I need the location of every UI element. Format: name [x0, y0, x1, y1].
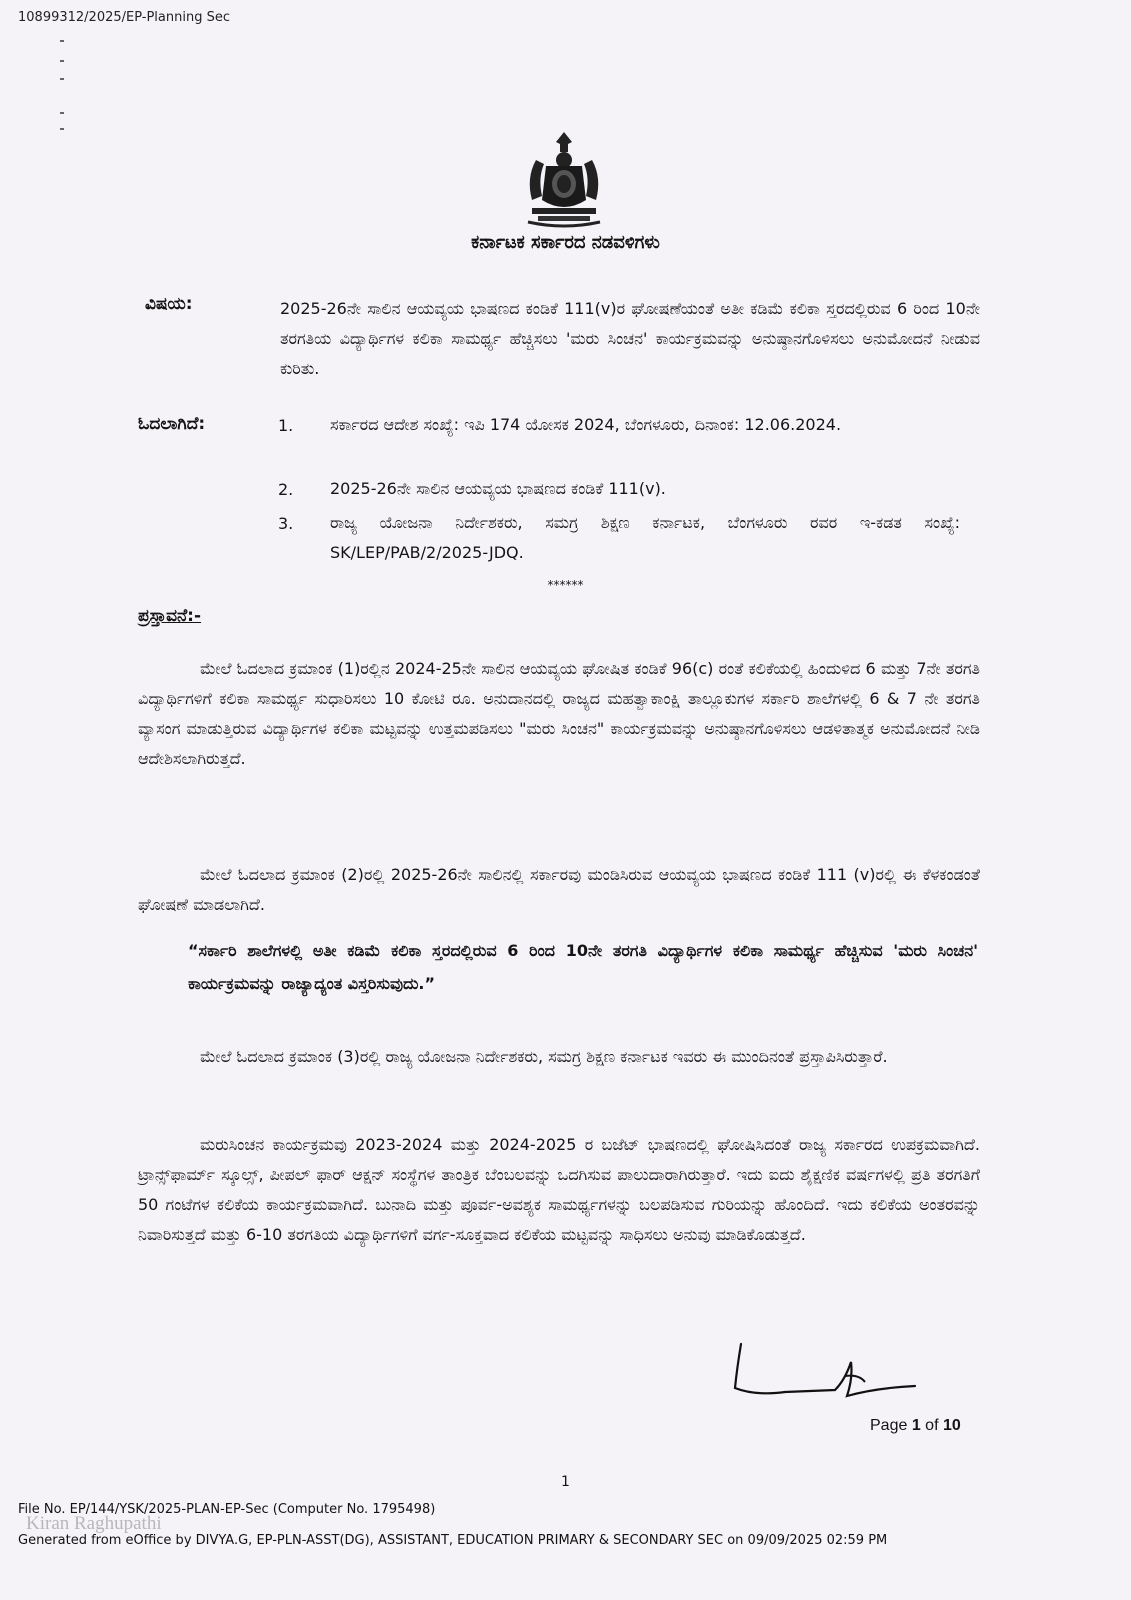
generated-by-line: Generated from eOffice by DIVYA.G, EP-PLN-ASST(DG), ASSISTANT, EDUCATION PRIMARY & SECONDARY SEC on 09/09/2025 02:59 PM: [18, 1533, 888, 1548]
document-title: ಕರ್ನಾಟಕ ಸರ್ಕಾರದ ನಡವಳಿಗಳು: [471, 232, 660, 253]
reference-number: 1.: [278, 416, 294, 435]
signature: [725, 1338, 925, 1413]
page-indicator: [870, 1417, 961, 1435]
margin-mark: [60, 60, 64, 62]
budget-quote: “ಸರ್ಕಾರಿ ಶಾಲೆಗಳಲ್ಲಿ ಅತೀ ಕಡಿಮೆ ಕಲಿಕಾ ಸ್ತರದಲ್ಲಿರುವ 6 ರಿಂದ 10ನೇ ತರಗತಿ ವಿದ್ಯಾರ್ಥಿಗಳ ಕಲಿಕಾ ಸಾಮರ್ಥ್ಯ ಹೆಚ್ಚಿಸುವ 'ಮರು ಸಿಂಚನ' ಕಾರ್ಯಕ್ರಮವನ್ನು ರಾಜ್ಯಾದ್ಯಂತ ವಿಸ್ತರಿಸುವುದು.”: [188, 941, 978, 993]
separator-stars: ******: [547, 578, 584, 592]
subject-text: 2025-26ನೇ ಸಾಲಿನ ಆಯವ್ಯಯ ಭಾಷಣದ ಕಂಡಿಕೆ 111(v)ರ ಘೋಷಣೆಯಂತೆ ಅತೀ ಕಡಿಮೆ ಕಲಿಕಾ ಸ್ತರದಲ್ಲಿರುವ 6 ರಿಂದ 10ನೇ ತರಗತಿಯ ವಿದ್ಯಾರ್ಥಿಗಳ ಕಲಿಕಾ ಸಾಮರ್ಥ್ಯ ಹೆಚ್ಚಿಸಲು 'ಮರು ಸಿಂಚನ' ಕಾರ್ಯಕ್ರಮವನ್ನು ಅನುಷ್ಠಾನಗೊಳಿಸಲು ಅನುಮೋದನೆ ನೀಡುವ ಕುರಿತು.: [280, 299, 980, 378]
paragraph-4: ಮರುಸಿಂಚನ ಕಾರ್ಯಕ್ರಮವು 2023-2024 ಮತ್ತು 2024-2025 ರ ಬಜೆಟ್ ಭಾಷಣದಲ್ಲಿ ಘೋಷಿಸಿದಂತೆ ರಾಜ್ಯ ಸರ್ಕಾರದ ಉಪಕ್ರಮವಾಗಿದೆ. ಟ್ರಾನ್ಸ್‌ಫಾರ್ಮ್ ಸ್ಕೂಲ್ಸ್, ಪೀಪಲ್ ಫಾರ್ ಆಕ್ಷನ್ ಸಂಸ್ಥೆಗಳ ತಾಂತ್ರಿಕ ಬೆಂಬಲವನ್ನು ಒದಗಿಸುವ ಪಾಲುದಾರಾಗಿರುತ್ತಾರೆ. ಇದು ಐದು ಶೈಕ್ಷಣಿಕ ವರ್ಷಗಳಲ್ಲಿ ಪ್ರತಿ ತರಗತಿಗೆ 50 ಗಂಟೆಗಳ ಕಲಿಕೆಯ ಕಾರ್ಯಕ್ರಮವಾಗಿದೆ. ಬುನಾದಿ ಮತ್ತು ಪೂರ್ವ-ಅವಶ್ಯಕ ಸಾಮರ್ಥ್ಯಗಳನ್ನು ಬಲಪಡಿಸುವ ಗುರಿಯನ್ನು ಹೊಂದಿದೆ. ಇದು ಕಲಿಕೆಯ ಅಂತರವನ್ನು ನಿವಾರಿಸುತ್ತದೆ ಮತ್ತು 6-10 ತರಗತಿಯ ವಿದ್ಯಾರ್ಥಿಗಳಿಗೆ ವರ್ಗ-ಸೂಕ್ತವಾದ ಕಲಿಕೆಯ ಮಟ್ಟವನ್ನು ಸಾಧಿಸಲು ಅನುವು ಮಾಡಿಕೊಡುತ್ತದೆ.: [138, 1135, 980, 1244]
watermark: Kiran Raghupathi: [26, 1513, 162, 1534]
page-of: of: [920, 1417, 943, 1434]
state-emblem-icon: [522, 130, 606, 228]
margin-mark: [60, 112, 64, 114]
margin-mark: [60, 128, 64, 130]
reference-number: 3.: [278, 514, 294, 533]
preamble-label: ಪ್ರಸ್ತಾವನೆ:-: [138, 606, 202, 626]
margin-mark: [60, 78, 64, 80]
reference-item: ರಾಜ್ಯ ಯೋಜನಾ ನಿರ್ದೇಶಕರು, ಸಮಗ್ರ ಶಿಕ್ಷಣ ಕರ್ನಾಟಕ, ಬೆಂಗಳೂರು ರವರ ಇ-ಕಡತ ಸಂಖ್ಯೆ: SK/LEP/PAB/2/2025-JDQ.: [330, 513, 960, 562]
paragraph-3: ಮೇಲೆ ಓದಲಾದ ಕ್ರಮಾಂಕ (3)ರಲ್ಲಿ ರಾಜ್ಯ ಯೋಜನಾ ನಿರ್ದೇಶಕರು, ಸಮಗ್ರ ಶಿಕ್ಷಣ ಕರ್ನಾಟಕ ಇವರು ಈ ಮುಂದಿನಂತೆ ಪ್ರಸ್ತಾಪಿಸಿರುತ್ತಾರೆ.: [200, 1047, 888, 1066]
document-reference-code: 10899312/2025/EP-Planning Sec: [18, 10, 230, 25]
reference-item: 2025-26ನೇ ಸಾಲಿನ ಆಯವ್ಯಯ ಭಾಷಣದ ಕಂಡಿಕೆ 111(v).: [330, 479, 666, 498]
reference-item: ಸರ್ಕಾರದ ಆದೇಶ ಸಂಖ್ಯೆ: ಇಪಿ 174 ಯೋಸಕ 2024, ಬೆಂಗಳೂರು, ದಿನಾಂಕ: 12.06.2024.: [330, 415, 842, 434]
paragraph-2: ಮೇಲೆ ಓದಲಾದ ಕ್ರಮಾಂಕ (2)ರಲ್ಲಿ 2025-26ನೇ ಸಾಲಿನಲ್ಲಿ ಸರ್ಕಾರವು ಮಂಡಿಸಿರುವ ಆಯವ್ಯಯ ಭಾಷಣದ ಕಂಡಿಕೆ 111 (v)ರಲ್ಲಿ ಈ ಕೆಳಕಂಡಂತೆ ಘೋಷಣೆ ಮಾಡಲಾಗಿದೆ.: [138, 865, 980, 914]
file-number: File No. EP/144/YSK/2025-PLAN-EP-Sec (Computer No. 1795498): [18, 1502, 436, 1517]
subject-label: ವಿಷಯ:: [145, 294, 193, 314]
paragraph-1: ಮೇಲೆ ಓದಲಾದ ಕ್ರಮಾಂಕ (1)ರಲ್ಲಿನ 2024-25ನೇ ಸಾಲಿನ ಆಯವ್ಯಯ ಘೋಷಿತ ಕಂಡಿಕೆ 96(c) ರಂತೆ ಕಲಿಕೆಯಲ್ಲಿ ಹಿಂದುಳಿದ 6 ಮತ್ತು 7ನೇ ತರಗತಿ ವಿದ್ಯಾರ್ಥಿಗಳಿಗೆ ಕಲಿಕಾ ಸಾಮರ್ಥ್ಯ ಸುಧಾರಿಸಲು 10 ಕೋಟಿ ರೂ. ಅನುದಾನದಲ್ಲಿ ರಾಜ್ಯದ ಮಹತ್ವಾಕಾಂಕ್ಷಿ ತಾಲ್ಲೂಕುಗಳ ಸರ್ಕಾರಿ ಶಾಲೆಗಳಲ್ಲಿ 6 & 7 ನೇ ತರಗತಿ ವ್ಯಾಸಂಗ ಮಾಡುತ್ತಿರುವ ವಿದ್ಯಾರ್ಥಿಗಳ ಕಲಿಕಾ ಮಟ್ಟವನ್ನು ಉತ್ತಮಪಡಿಸಲು "ಮರು ಸಿಂಚನ" ಕಾರ್ಯಕ್ರಮವನ್ನು ಅನುಷ್ಠಾನಗೊಳಿಸಲು ಆಡಳಿತಾತ್ಮಕ ಅನುಮೋದನೆ ನೀಡಿ ಆದೇಶಿಸಲಾಗಿರುತ್ತದೆ.: [138, 659, 980, 768]
reference-number: 2.: [278, 480, 294, 499]
page-prefix: Page: [870, 1417, 912, 1434]
margin-mark: [60, 40, 64, 42]
page-current: 1: [911, 1417, 921, 1434]
page-total: 10: [942, 1417, 961, 1434]
references-label: ಓದಲಾಗಿದೆ:: [138, 414, 206, 434]
footer-page-number: 1: [561, 1474, 570, 1490]
